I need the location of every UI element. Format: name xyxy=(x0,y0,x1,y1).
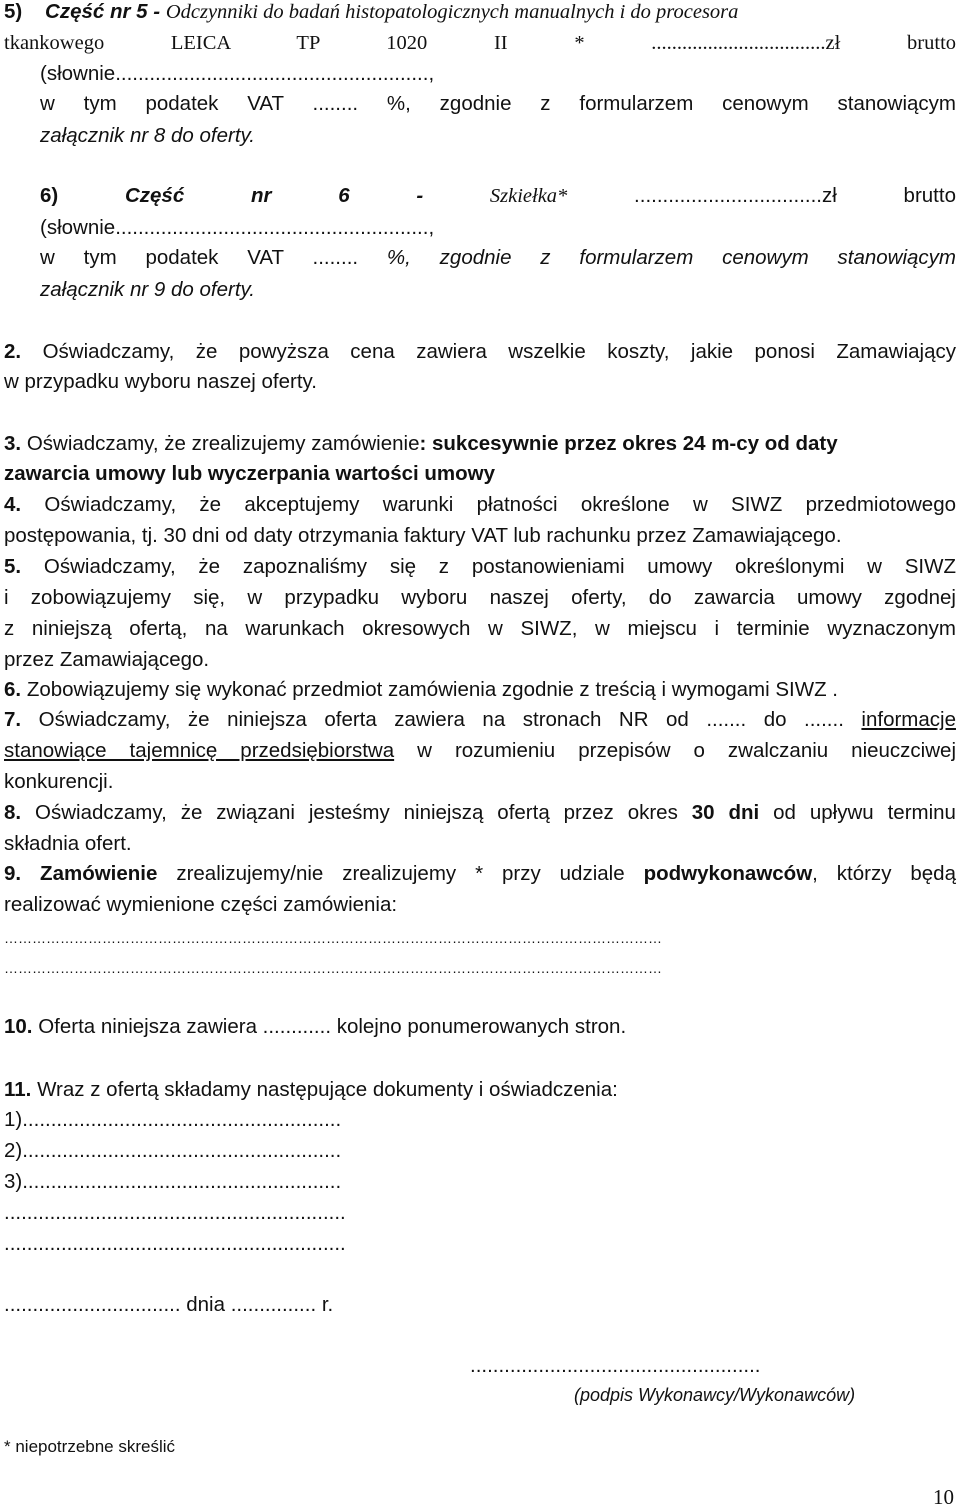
item-8-number: 8. xyxy=(4,801,22,824)
list-item-4: ............................................................ xyxy=(4,1201,346,1224)
part-6-vat-line xyxy=(40,246,956,270)
item-5-line4: przez Zamawiającego. xyxy=(4,648,210,671)
item-5-line2: i zobowiązujemy się, w przypadku wyboru naszej oferty, do zawarcia umowy zgodnej xyxy=(4,586,956,609)
item-9-bold-2: podwykonawców xyxy=(643,862,813,885)
part-6-title: Szkiełka* xyxy=(489,185,568,207)
item-7-number: 7. xyxy=(4,708,22,731)
item-4-text: Oświadczamy, że akceptujemy warunki płatności określone w SIWZ przedmiotowego xyxy=(44,493,956,516)
item-4-line1 xyxy=(4,493,956,517)
part-6-vat-rest: %, zgodnie z formularzem cenowym stanowiącym xyxy=(386,246,956,269)
part-6-vat-prefix: w tym podatek VAT ........ xyxy=(40,246,359,269)
part-5-brutto: brutto xyxy=(907,32,957,54)
list-item-1: 1)........................................................ xyxy=(4,1108,342,1131)
item-6-number: 6. xyxy=(4,678,22,701)
item-5-line1 xyxy=(4,555,956,579)
item-6-line1 xyxy=(4,678,956,702)
item-7-underlined: informacje xyxy=(861,708,956,731)
item-2-number: 2. xyxy=(4,340,22,363)
item-11 xyxy=(4,1078,956,1102)
item-7-text-2: w rozumieniu przepisów o zwalczaniu nieuczciwej xyxy=(417,739,956,762)
list-item-5: ............................................................ xyxy=(4,1232,346,1255)
part-6-brutto: brutto xyxy=(903,184,956,207)
item-7-line2 xyxy=(4,739,956,763)
item-9-line1 xyxy=(4,862,956,886)
item-2-line1 xyxy=(4,340,956,364)
item-7-underlined-2: stanowiące tajemnicę przedsiębiorstwa xyxy=(4,739,395,762)
item-8-line1 xyxy=(4,801,956,825)
item-9-line2: realizować wymienione części zamówienia: xyxy=(4,893,398,916)
date-line: ............................... dnia ............... r. xyxy=(4,1293,334,1316)
item-9-bold-1: Zamówienie xyxy=(40,862,158,885)
item-8-days: 30 dni xyxy=(691,801,760,824)
item-11-number: 11. xyxy=(4,1078,32,1101)
signature-line: ................................................... xyxy=(470,1354,761,1377)
item-5-number: 5. xyxy=(4,555,22,578)
part-5-heading xyxy=(4,0,956,24)
item-3-line2: zawarcia umowy lub wyczerpania wartości umowy xyxy=(4,462,496,485)
item-9-text-2: , którzy będą xyxy=(812,862,956,885)
part-6-price-field: .................................zł xyxy=(634,184,837,207)
part-5-slownie: (słownie......................................................., xyxy=(40,62,435,85)
part-5-label: Część nr 5 - xyxy=(45,0,161,23)
item-10 xyxy=(4,1015,956,1039)
item-5-line3: z niniejszą ofertą, na warunkach okresowych w SIWZ, w miejscu i terminie wyznaczonym xyxy=(4,617,956,640)
item-7-line3: konkurencji. xyxy=(4,770,114,793)
part-6-attachment: załącznik nr 9 do oferty. xyxy=(40,278,255,301)
page-number: 10 xyxy=(933,1485,954,1509)
item-2-text: Oświadczamy, że powyższa cena zawiera wszelkie koszty, jakie ponosi Zamawiający xyxy=(42,340,956,363)
item-11-text: Wraz z ofertą składamy następujące dokumenty i oświadczenia: xyxy=(37,1078,618,1101)
item-4-line2: postępowania, tj. 30 dni od daty otrzymania faktury VAT lub rachunku przez Zamawiającego. xyxy=(4,524,842,547)
list-item-3: 3)........................................................ xyxy=(4,1170,342,1193)
item-6-text: Zobowiązujemy się wykonać przedmiot zamówienia zgodnie z treścią i wymogami SIWZ . xyxy=(26,678,838,701)
item-3-number: 3. xyxy=(4,432,22,455)
part-6-number: 6) xyxy=(40,184,59,207)
part-5-price-field: ..................................zł xyxy=(651,32,841,54)
item-2-line2: w przypadku wyboru naszej oferty. xyxy=(4,370,317,393)
item-7-text: Oświadczamy, że niniejsza oferta zawiera na stronach NR od ....... do ....... xyxy=(38,708,844,731)
part-5-title: Odczynniki do badań histopatologicznych manualnych i do procesora xyxy=(165,1,739,23)
part-5-title-cont: tkankowego LEICA TP 1020 II * xyxy=(4,32,585,54)
part-5-heading-line2 xyxy=(4,31,956,55)
item-3-line1 xyxy=(4,432,956,456)
item-8-text-2: od upływu terminu xyxy=(773,801,956,824)
item-9-dots-2: …………………………………………………………………………………………………………………………… xyxy=(4,960,662,976)
item-10-number: 10. xyxy=(4,1015,33,1038)
list-item-2: 2)........................................................ xyxy=(4,1139,342,1162)
item-4-number: 4. xyxy=(4,493,22,516)
part-6-heading xyxy=(40,184,956,208)
part-5-vat-line xyxy=(40,92,956,116)
item-10-text: Oferta niniejsza zawiera ............ kolejno ponumerowanych stron. xyxy=(38,1015,627,1038)
item-9-number: 9. xyxy=(4,862,22,885)
item-9-dots-1: …………………………………………………………………………………………………………………………… xyxy=(4,930,662,946)
item-8-line2: składnia ofert. xyxy=(4,832,132,855)
item-3-bold: : sukcesywnie przez okres 24 m-cy od daty xyxy=(419,432,838,455)
item-3-text: Oświadczamy, że zrealizujemy zamówienie xyxy=(26,432,420,455)
part-5-attachment: załącznik nr 8 do oferty. xyxy=(40,124,255,147)
item-5-text: Oświadczamy, że zapoznaliśmy się z postanowieniami umowy określonymi w SIWZ xyxy=(43,555,956,578)
part-5-vat-prefix: w tym podatek VAT ........ xyxy=(40,92,359,115)
part-6-label: Część nr 6 - xyxy=(124,184,424,207)
signature-label: (podpis Wykonawcy/Wykonawców) xyxy=(574,1385,856,1405)
item-9-text: zrealizujemy/nie zrealizujemy * przy udziale xyxy=(176,862,625,885)
footnote: * niepotrzebne skreślić xyxy=(4,1437,176,1456)
part-5-vat-rest: %, zgodnie z formularzem cenowym stanowiącym xyxy=(386,92,956,115)
item-7-line1 xyxy=(4,708,956,732)
item-8-text: Oświadczamy, że związani jesteśmy niniejszą ofertą przez okres xyxy=(35,801,678,824)
part-5-number: 5) xyxy=(4,0,23,23)
part-6-slownie: (słownie......................................................., xyxy=(40,216,435,239)
